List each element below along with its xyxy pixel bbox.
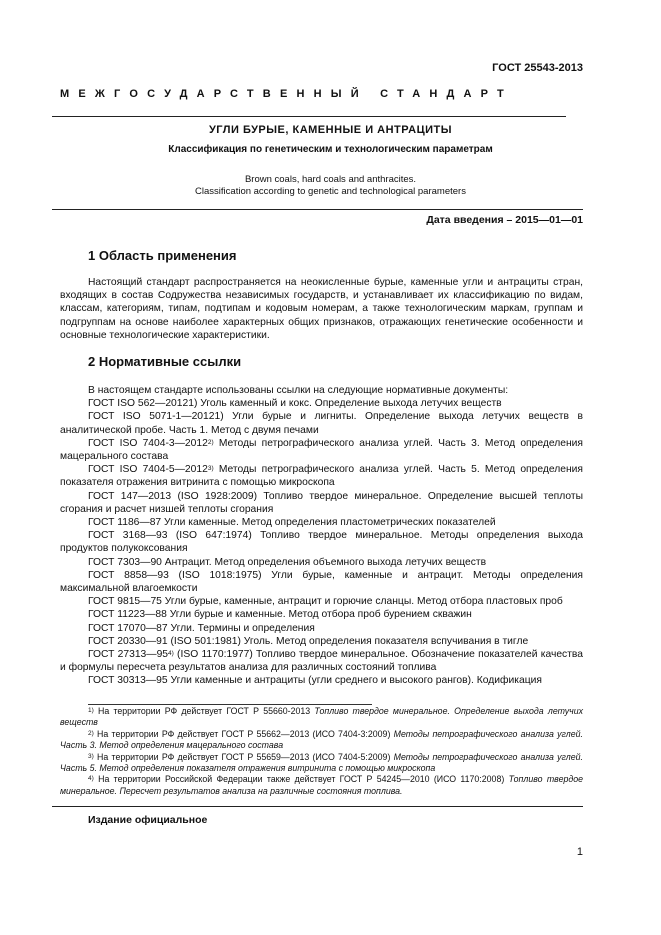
reference-item: ГОСТ 147—2013 (ISO 1928:2009) Топливо твердое минеральное. Определение высшей теплоты сгорания и расчет низшей теплоты сгорания [60, 490, 583, 515]
english-title-line1: Brown coals, hard coals and anthracites. [244, 174, 417, 185]
document-title: УГЛИ БУРЫЕ, КАМЕННЫЕ И АНТРАЦИТЫ [208, 124, 453, 136]
title-rule [52, 209, 583, 210]
footnotes [60, 706, 583, 797]
reference-item: ГОСТ 27313—95$^{4)}$ (ISO 1170:1977) Топливо твердое минеральное. Обозначение показателей качества и формулы пересчета результатов анализа для различных состояний топлива [60, 649, 583, 674]
english-title [0, 174, 661, 198]
reference-item: ГОСТ 8858—93 (ISO 1018:1975) Угли бурые, каменные и антрацит. Методы определения максимальной влагоемкости [60, 569, 583, 595]
references-intro: В настоящем стандарте использованы ссылки на следующие нормативные документы: [88, 385, 509, 396]
footnote-1: $^{1)}$ На территории РФ действует ГОСТ Р 55660-2013 Топливо твердое минеральное. Определение выхода летучих веществ [60, 706, 583, 728]
interstate-standard-label: МЕЖГОСУДАРСТВЕННЫЙ СТАНДАРТ [60, 88, 513, 100]
document-subtitle: Классификация по генетическим и технологическим параметрам [168, 144, 493, 155]
reference-item: ГОСТ ISO 7404-3—2012$^{2)}$ Методы петрографического анализа углей. Часть 3. Метод определения мацерального состава [60, 437, 583, 463]
reference-item: ГОСТ 9815—75 Угли бурые, каменные, антрацит и горючие сланцы. Метод отбора пластовых проб [88, 596, 563, 608]
reference-item: ГОСТ 3168—93 (ISO 647:1974) Топливо твердое минеральное. Методы определения выхода продуктов полукоксования [60, 530, 583, 555]
document-code: ГОСТ 25543-2013 [492, 62, 583, 74]
page-number: 1 [576, 846, 583, 858]
section-1-text: Настоящий стандарт распространяется на неокисленные бурые, каменные угли и антрациты стран, входящих в состав Содружества независимых государств, и устанавливает их классификацию по видам, классам, категориям, типам, подтипам и кодовым номерам, а также технологическим маркам, группам и подгруппам на основе наиболее характерных общих признаков, отражающих генетические особенности и основные технологические характеристики. [60, 277, 583, 341]
footnote-3: $^{3)}$ На территории РФ действует ГОСТ Р 55659—2013 (ИСО 7404-5:2009) Методы петрографического анализа углей. Часть 5. Метод определения показателя отражения витринита с помощью микроскопа [60, 751, 583, 774]
reference-item: ГОСТ 1186—87 Угли каменные. Метод определения пластометрических показателей [88, 517, 496, 529]
footnote-4: $^{4)}$ На территории Российской Федерации также действует ГОСТ Р 54245—2010 (ИСО 1170:2008) Топливо твердое минеральное. Пересчет результатов анализа на различные состояния топлива. [60, 774, 584, 796]
reference-item: ГОСТ 11223—88 Угли бурые и каменные. Метод отбора проб бурением скважин [88, 609, 472, 621]
edition-rule [52, 806, 583, 807]
reference-item: ГОСТ ISO 5071-1—20121) Угли бурые и лигниты. Определение выхода летучих веществ в аналитической пробе. Часть 1. Метод с двумя печами [60, 411, 583, 436]
header-rule [52, 116, 566, 117]
footnote-2: $^{2)}$ На территории РФ действует ГОСТ Р 55662—2013 (ИСО 7404-3:2009) Методы петрографического анализа углей. Часть 3. Метод определения мацерального состава [60, 728, 583, 751]
introduction-date: Дата введения – 2015—01—01 [426, 214, 583, 226]
section-2-heading: 2 Нормативные ссылки [88, 354, 242, 369]
footnote-separator [88, 704, 372, 705]
official-edition-label: Издание официальное [88, 814, 208, 826]
reference-item: ГОСТ 30313—95 Угли каменные и антрациты (угли среднего и высокого рангов). Кодификация [88, 675, 542, 687]
normative-references [60, 384, 583, 688]
reference-item: ГОСТ 7303—90 Антрацит. Метод определения объемного выхода летучих веществ [88, 556, 487, 568]
reference-item: ГОСТ ISO 7404-5—2012$^{3)}$ Методы петрографического анализа углей. Часть 5. Метод определения показателя отражения витринита с помощью микроскопа [60, 464, 583, 489]
reference-item: ГОСТ ISO 562—20121) Уголь каменный и кокс. Определение выхода летучих веществ [88, 398, 502, 410]
reference-item: ГОСТ 17070—87 Угли. Термины и определения [88, 622, 315, 634]
section-1-heading: 1 Область применения [88, 248, 237, 263]
reference-item: ГОСТ 20330—91 (ISO 501:1981) Уголь. Метод определения показателя вспучивания в тигле [88, 635, 529, 647]
english-title-line2: Classification according to genetic and technological parameters [195, 186, 466, 197]
